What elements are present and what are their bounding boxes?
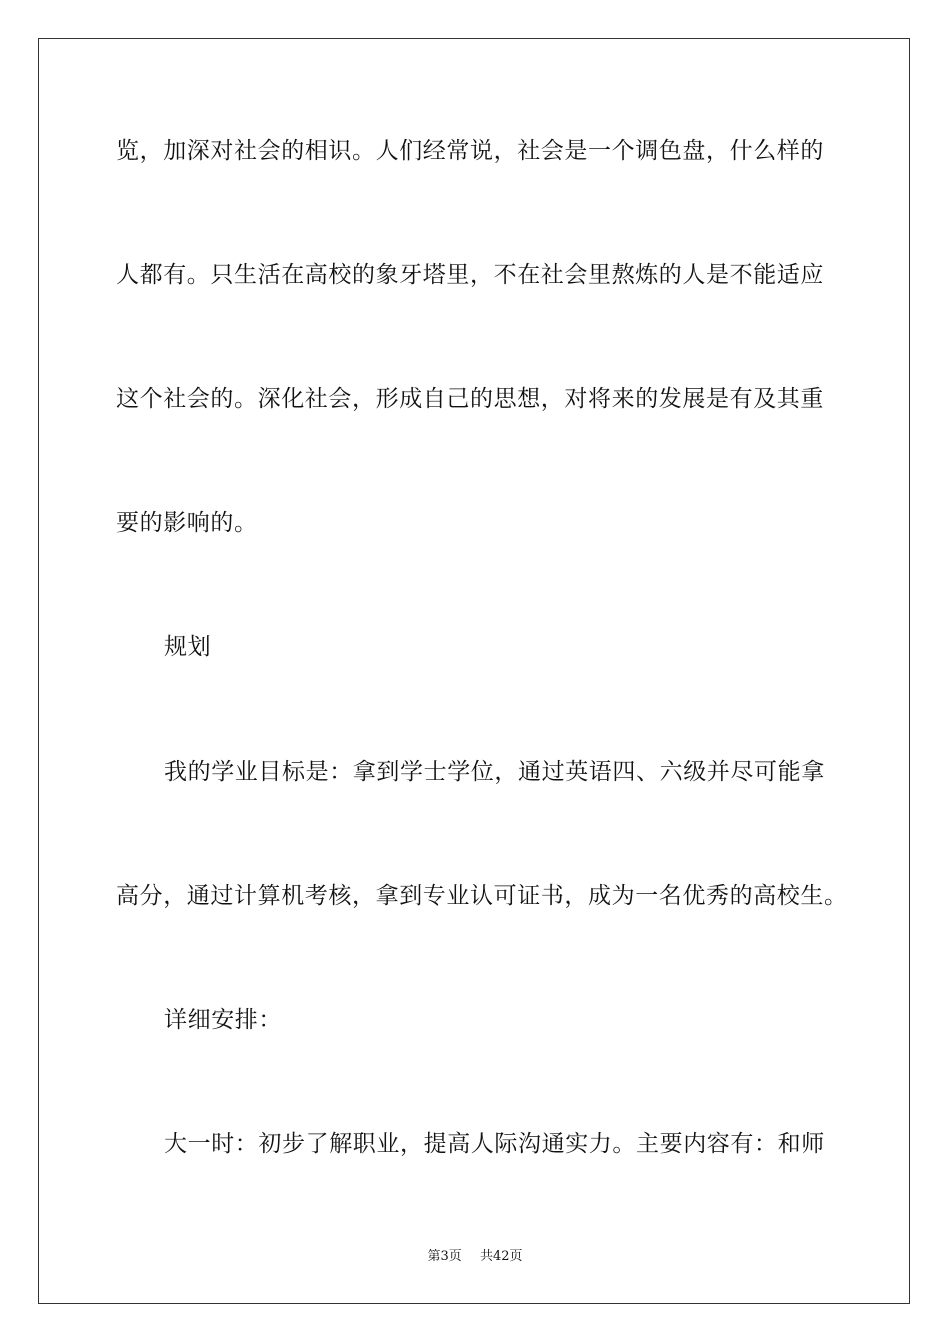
page-number: 第3页 [427, 1249, 462, 1264]
body-text-line: 我的学业目标是：拿到学士学位，通过英语四、六级并尽可能拿 [164, 759, 825, 785]
section-heading: 规划 [164, 634, 212, 660]
total-pages: 共42页 [479, 1249, 523, 1264]
page-border [38, 38, 910, 1304]
body-text-line: 详细安排： [164, 1007, 282, 1033]
body-text-line: 览，加深对社会的相识。人们经常说，社会是一个调色盘，什么样的 [116, 138, 824, 164]
body-text-line: 大一时：初步了解职业，提高人际沟通实力。主要内容有：和师 [164, 1131, 825, 1157]
body-text-line: 要的影响的。 [116, 510, 258, 536]
body-text-line: 高分，通过计算机考核，拿到专业认可证书，成为一名优秀的高校生。 [116, 883, 848, 909]
body-text-line: 这个社会的。深化社会，形成自己的思想，对将来的发展是有及其重 [116, 386, 824, 412]
body-text-line: 人都有。只生活在高校的象牙塔里，不在社会里熬炼的人是不能适应 [116, 262, 824, 288]
page-footer [0, 1248, 950, 1266]
